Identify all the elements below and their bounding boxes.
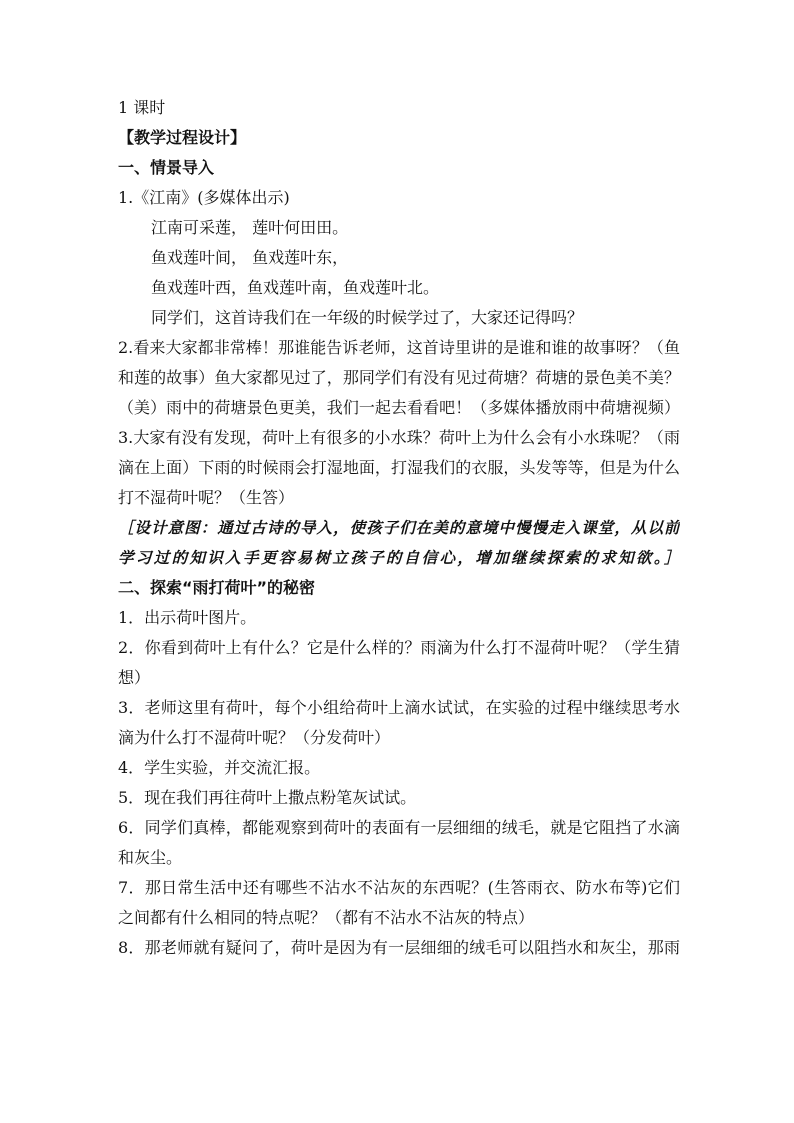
document-page: [118, 93, 680, 963]
text-line: 同学们，这首诗我们在一年级的时候学过了，大家还记得吗？: [151, 308, 584, 327]
text-line: 1．出示荷叶图片。: [118, 608, 257, 627]
section-heading: 【教学过程设计】: [118, 128, 247, 147]
text-line: 想）: [118, 668, 151, 687]
text-line: 1 课时: [118, 98, 166, 117]
section-heading: 二、探索“雨打荷叶”的秘密: [118, 578, 316, 597]
text-line: （美）雨中的荷塘景色更美，我们一起去看看吧！（多媒体播放雨中荷塘视频）: [118, 398, 680, 417]
design-intent-line: 学习过的知识入手更容易树立孩子的自信心，增加继续探索的求知欲。］: [118, 548, 680, 567]
text-line: 6．同学们真棒，都能观察到荷叶的表面有一层细细的绒毛，就是它阻挡了水滴: [118, 818, 680, 837]
text-line: 和莲的故事）鱼大家都见过了，那同学们有没有见过荷塘？荷塘的景色美不美？: [118, 368, 680, 387]
section-heading: 一、情景导入: [118, 158, 215, 177]
text-line: 鱼戏莲叶西，鱼戏莲叶南，鱼戏莲叶北。: [151, 278, 440, 297]
text-line: 打不湿荷叶呢？（生答）: [118, 488, 295, 507]
text-line: 滴为什么打不湿荷叶呢？（分发荷叶）: [118, 728, 391, 747]
text-line: 1.《江南》(多媒体出示): [118, 188, 290, 207]
text-line: 滴在上面）下雨的时候雨会打湿地面，打湿我们的衣服，头发等等，但是为什么: [118, 458, 680, 477]
text-line: 2.看来大家都非常棒！那谁能告诉老师，这首诗里讲的是谁和谁的故事呀？（鱼: [118, 338, 680, 357]
text-line: 和灰尘。: [118, 848, 183, 867]
design-intent-line: ［设计意图：通过古诗的导入，使孩子们在美的意境中慢慢走入课堂，从以前: [118, 518, 680, 537]
text-line: 5．现在我们再往荷叶上撒点粉笔灰试试。: [118, 788, 417, 807]
text-line: 3．老师这里有荷叶，每个小组给荷叶上滴水试试，在实验的过程中继续思考水: [118, 698, 680, 717]
text-line: 8．那老师就有疑问了，荷叶是因为有一层细细的绒毛可以阻挡水和灰尘，那雨: [118, 938, 680, 957]
text-line: 鱼戏莲叶间， 鱼戏莲叶东，: [151, 248, 349, 267]
text-line: 3.大家有没有发现，荷叶上有很多的小水珠？荷叶上为什么会有小水珠呢？（雨: [118, 428, 680, 447]
text-line: 之间都有什么相同的特点呢？（都有不沾水不沾灰的特点）: [118, 908, 535, 927]
text-line: 江南可采莲， 莲叶何田田。: [151, 218, 349, 237]
text-line: 7．那日常生活中还有哪些不沾水不沾灰的东西呢？(生答雨衣、防水布等)它们: [118, 878, 680, 897]
text-line: 4．学生实验，并交流汇报。: [118, 758, 321, 777]
text-line: 2．你看到荷叶上有什么？它是什么样的？雨滴为什么打不湿荷叶呢？（学生猜: [118, 638, 680, 657]
